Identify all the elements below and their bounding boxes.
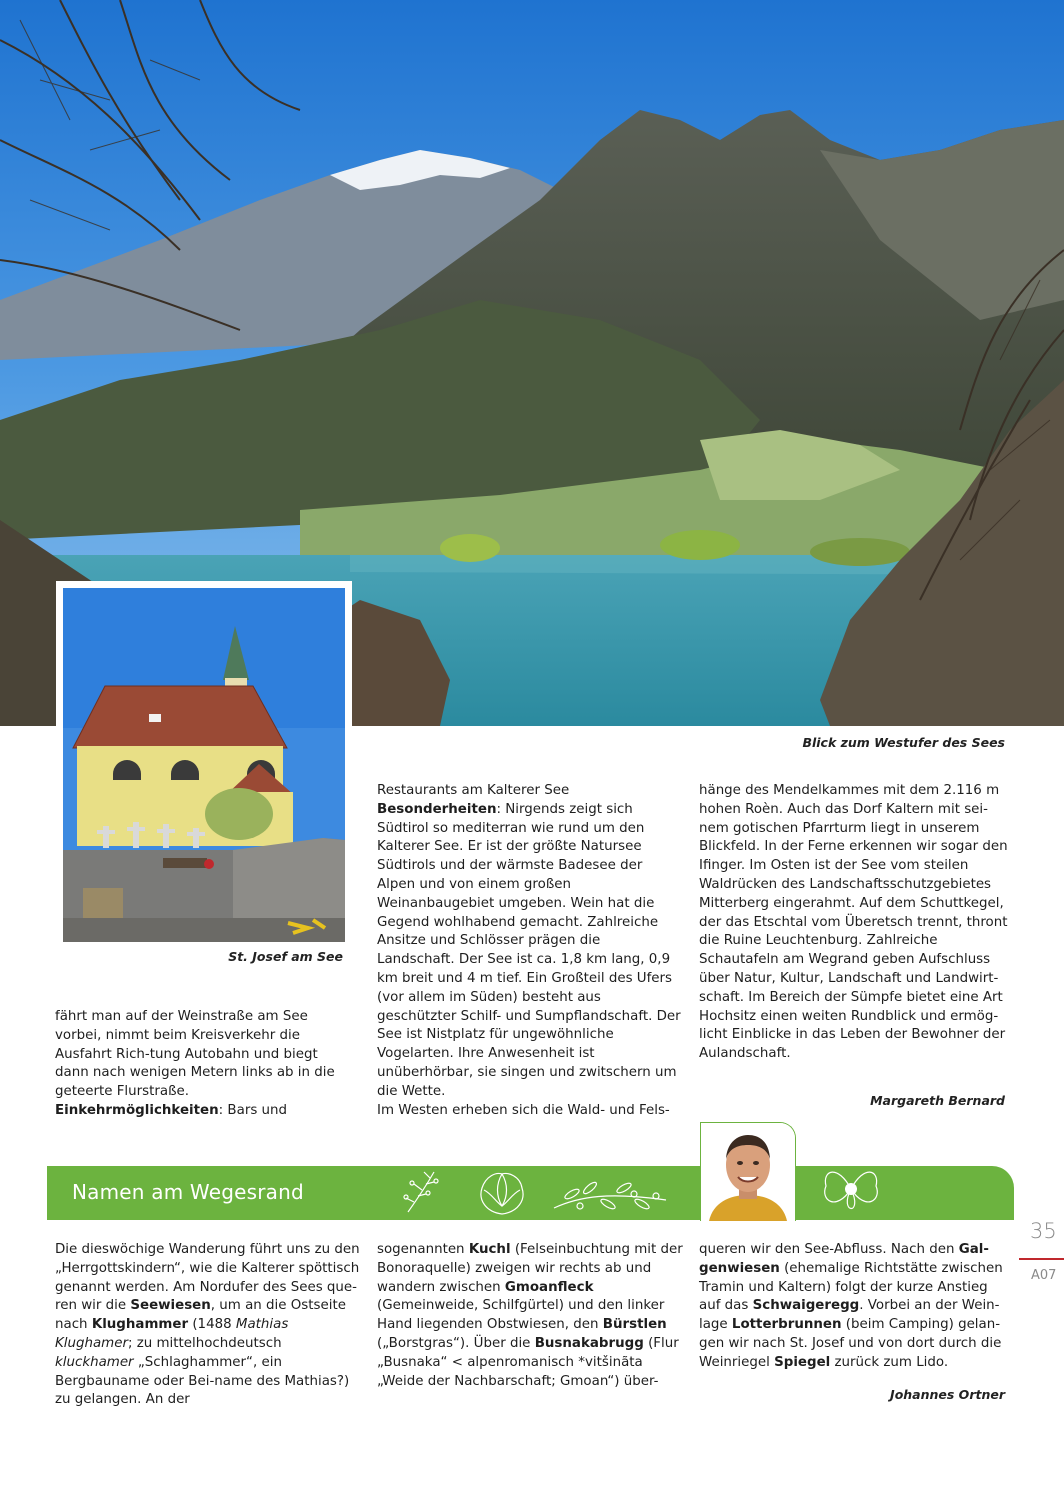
chapel-photo-frame — [56, 581, 352, 947]
page-divider — [1019, 1258, 1064, 1260]
paragraph: Restaurants am Kalterer See — [377, 783, 570, 798]
paragraph: Einkehrmöglichkeiten: Bars und — [55, 1102, 288, 1118]
author-signature: Johannes Ortner — [890, 1387, 1005, 1402]
avatar — [701, 1123, 795, 1221]
chapel-photo — [63, 588, 345, 942]
olive-branch-icon — [550, 1166, 670, 1218]
section-code: A07 — [1031, 1268, 1057, 1283]
paragraph: hänge des Mendelkammes mit dem 2.116 m hohen Roèn. Auch das Dorf Kaltern mit sei-nem gotischen Pfarrturm liegt in unserem Blickfeld. In der Ferne erkennen wir sogar den Ifinger. Im Osten ist der See vom steilen Waldrücken des Landschaftsschutzgebietes Mitterberg eingerahmt. Auf dem Schuttkegel, der das Etschtal vom Überetsch trennt, thront die Ruine Leuchtenburg. Zahlreiche Schautafeln am Wegrand geben Aufschluss über Natur, Kultur, Landschaft und Landwirt-schaft. Im Bereich der Sümpfe bietet eine Art Hochsitz einen weiten Rundblick und ermög-licht Einblicke in das Leben der Bewohner der Aulandschaft. — [699, 783, 1008, 1062]
author-portrait — [700, 1122, 796, 1221]
paragraph: Im Westen erheben sich die Wald- und Fels- — [377, 1102, 670, 1118]
section-col3 — [699, 1241, 1003, 1373]
paragraph: queren wir den See-Abfluss. Nach den Gal-genwiesen (ehemalige Richtstätte zwischen Tramin und Kaltern) folgt der kurze Anstieg auf das Schwaigeregg. Vorbei an der Wein-lage Lotterbrunnen (beim Camping) gelan-gen wir nach St. Josef und von dort durch die Weinriegel Spiegel zurück zum Lido. — [699, 1242, 1003, 1370]
paragraph: fährt man auf der Weinstraße am See vorbei, nimmt beim Kreisverkehr die Ausfahrt Rich-tung Autobahn und biegt dann nach wenigen Metern links ab in die geteerte Flurstraße. — [55, 1009, 335, 1100]
poppy-outline-icon — [818, 1160, 884, 1218]
section-col2 — [377, 1241, 685, 1391]
paragraph: Besonderheiten: Nirgends zeigt sich Südtirol so mediterran wie rund um den Kalterer See. Er ist der größte Natursee Südtirols und der wärmste Badesee der Alpen und von einem großen Weinanbaugebiet umgeben. Wein hat die Gegend wohlhabend gemacht. Zahlreiche Ansitze und Schlösser prägen die Landschaft. Der See ist ca. 1,8 km lang, 0,9 km breit und 4 m tief. Ein Großteil des Ufers (vor allem im Süden) besteht aus geschützter Schilf- und Sumpflandschaft. Der See ist Nistplatz für ungewöhnliche Vogelarten. Ihre Anwesenheit ist unüberhörbar, sie singen und zwitschern um die Wette. — [377, 801, 681, 1099]
page-number: 35 — [1030, 1219, 1057, 1243]
flower-sprig-icon — [400, 1168, 450, 1216]
paragraph: sogenannten Kuchl (Felseinbuchtung mit der Bonoraquelle) zweigen wir rechts ab und wandern zwischen Gmoanfleck (Gemeinweide, Schilfgürtel) und den linker Hand liegenden Obstwiesen, den Bürstlen („Borstgras“). Über die Busnakabrugg (Flur „Busnaka“ < alpenromanisch *vitšinãta „Weide der Nachbarschaft; Gmoan“) über- — [377, 1242, 683, 1389]
paragraph: Die dieswöchige Wanderung führt uns zu den „Herrgottskindern“, wie die Kalterer spöttisch genannt werden. Am Nordufer des Sees que-ren wir die Seewiesen, um an die Ostseite nach Klughammer (1488 Mathias Klughamer; zu mittelhochdeutsch kluckhamer „Schlaghammer“, ein Bergbauname oder Bei-name des Mathias?) zu gelangen. An der — [55, 1242, 360, 1408]
author-signature: Margareth Bernard — [870, 1093, 1005, 1108]
article-top-col3 — [699, 782, 1009, 1064]
inset-caption: St. Josef am See — [228, 949, 343, 964]
rose-outline-icon — [472, 1166, 532, 1218]
section-title: Namen am Wegesrand — [72, 1180, 304, 1204]
hero-caption: Blick zum Westufer des Sees — [802, 735, 1005, 750]
section-col1 — [55, 1241, 360, 1410]
article-top-col1 — [55, 1008, 355, 1121]
article-top-col2 — [377, 782, 682, 1120]
